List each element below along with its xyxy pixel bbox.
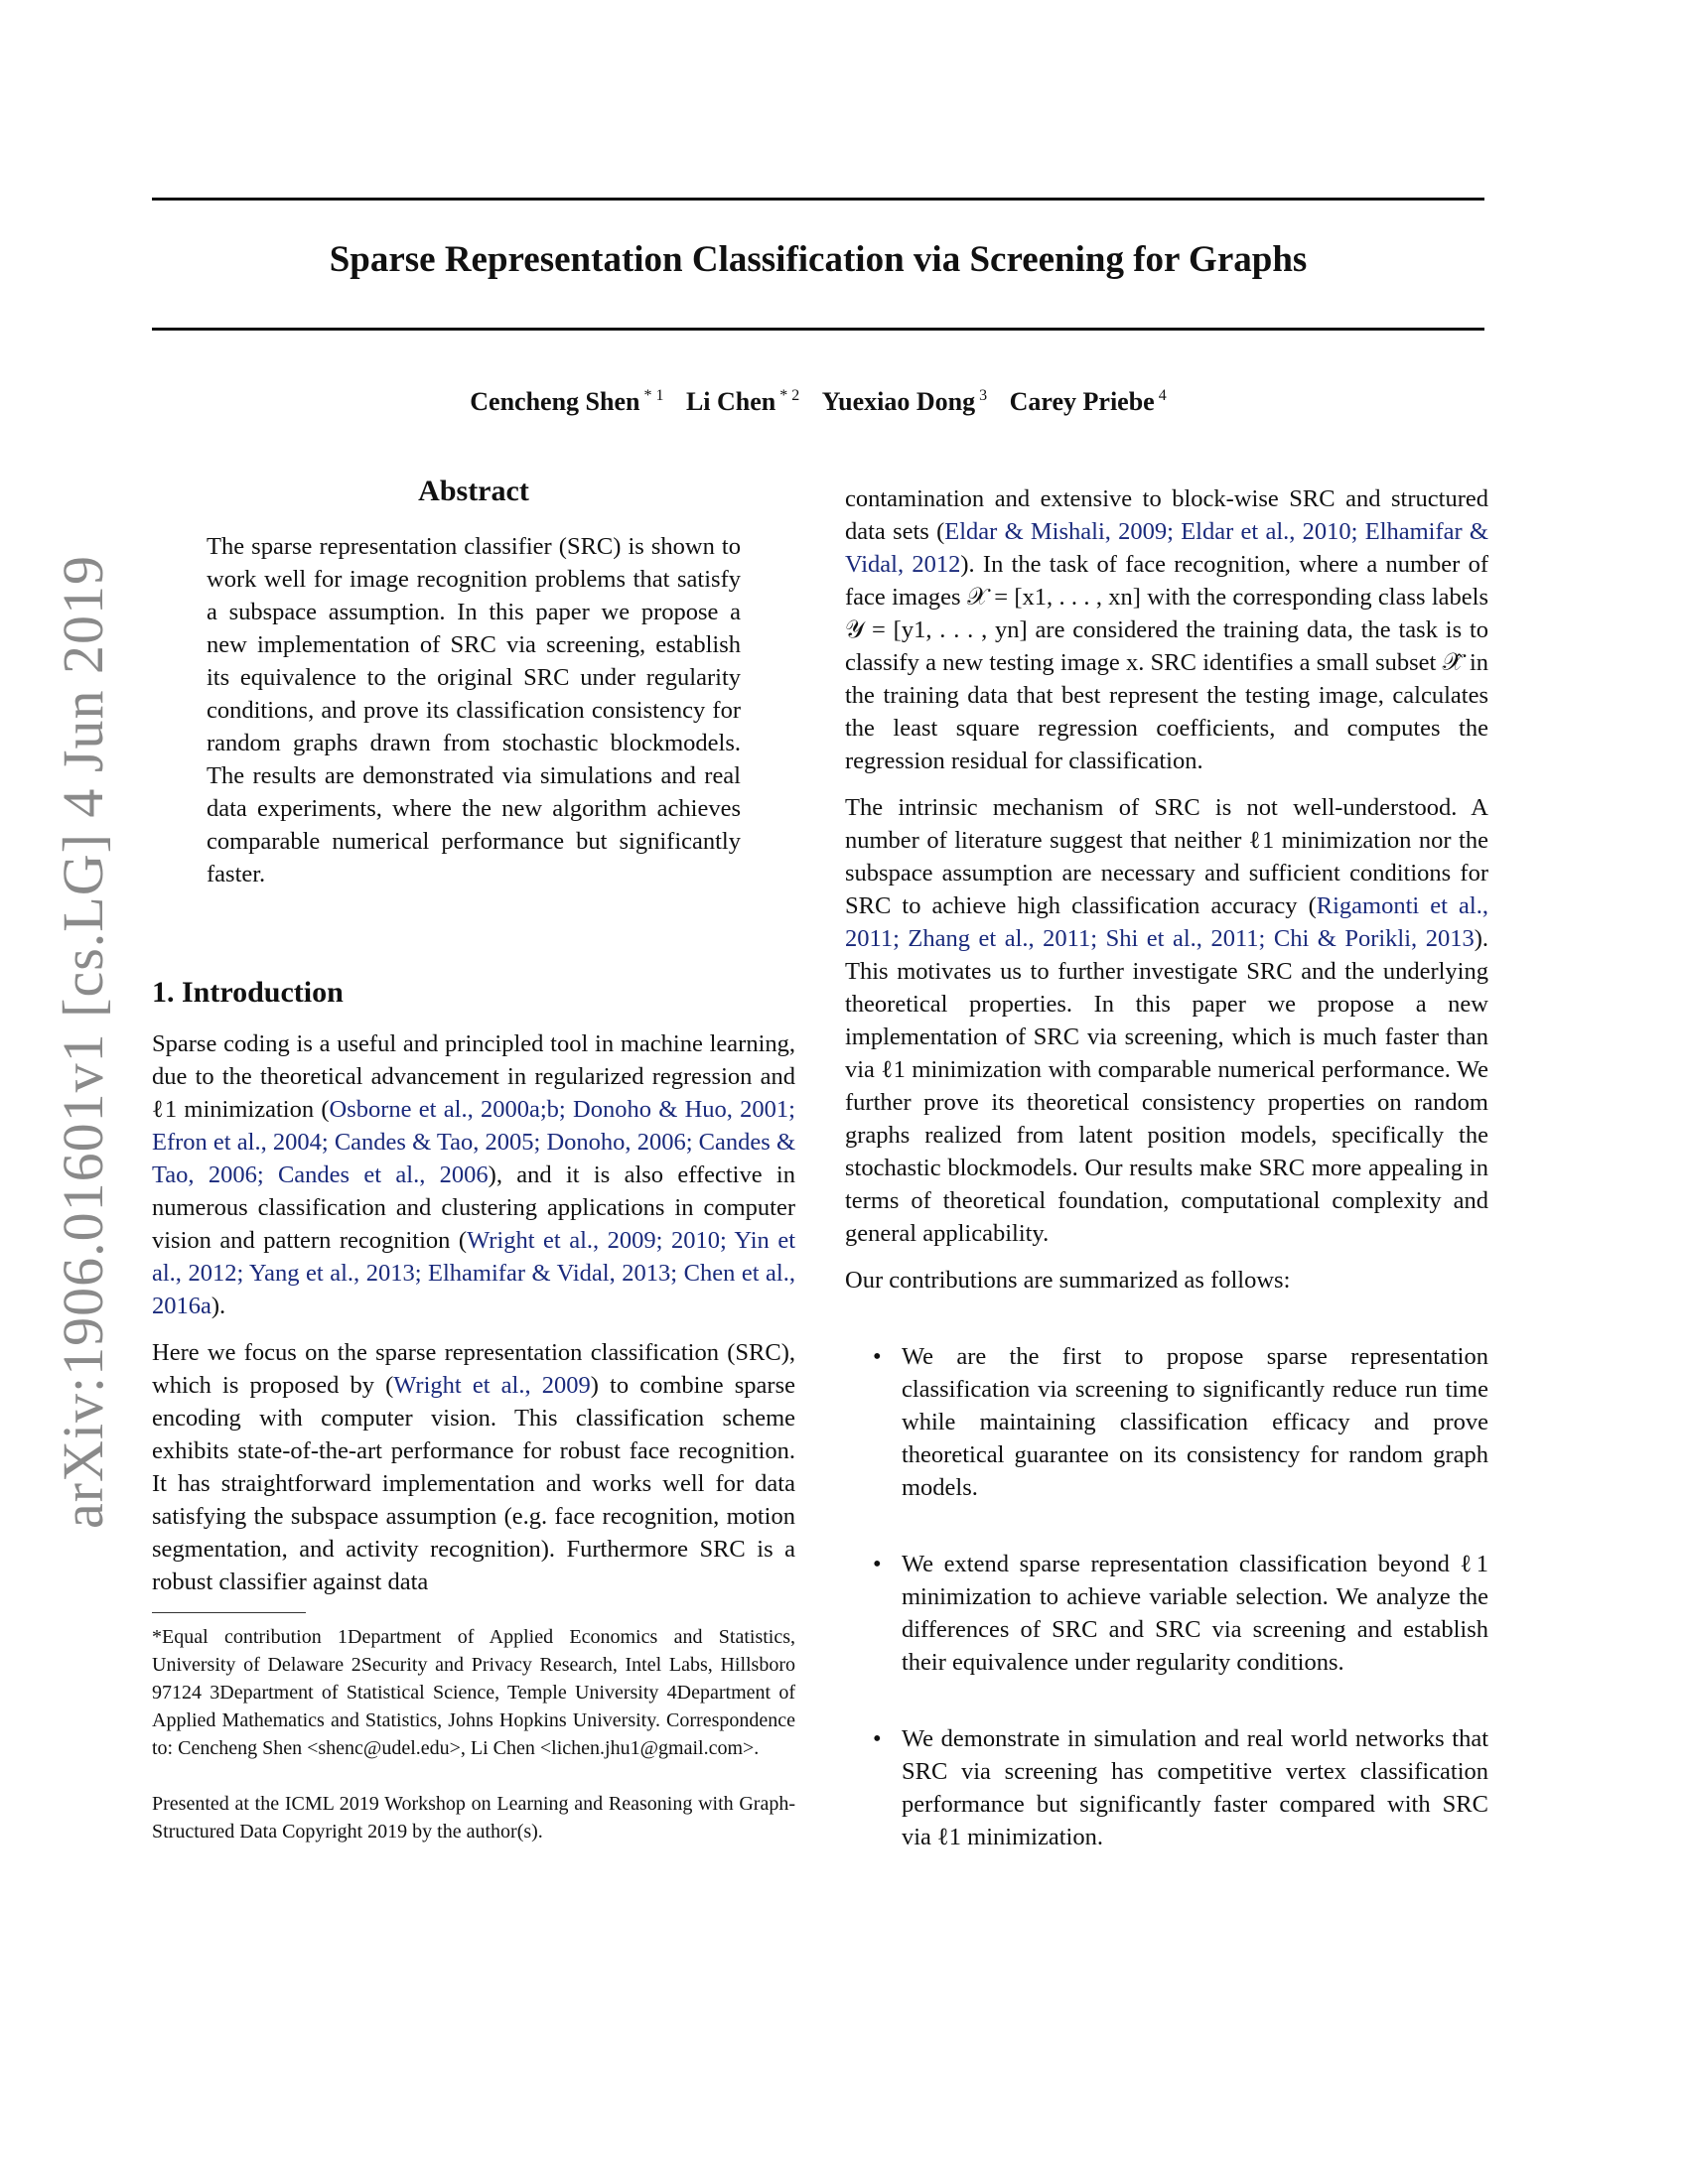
author-name: Carey Priebe <box>1009 387 1155 416</box>
author-name: Li Chen <box>685 387 776 416</box>
citation-link[interactable]: Eldar & Mishali, 2009; Eldar et al., 2010; Elhamifar & Vidal, 2012 <box>845 518 1488 578</box>
bullet-icon: • <box>873 1725 882 1752</box>
intro-paragraph-1 <box>152 1027 795 1322</box>
paragraph-text: The intrinsic mechanism of SRC is not well-understood. A number of literature suggest that neither ℓ1 minimization nor the subspace assumption are necessary and sufficient conditions for SRC to achieve high classification accuracy ( <box>845 794 1488 919</box>
intro-paragraph-2 <box>152 1336 795 1598</box>
author <box>470 387 663 416</box>
citation-link[interactable]: Wright et al., 2009; 2010; Yin et al., 2012; Yang et al., 2013; Elhamifar & Vidal, 2013; Chen et al., 2016a <box>152 1227 795 1319</box>
arxiv-stamp: arXiv:1906.01601v1 [cs.LG] 4 Jun 2019 <box>51 554 115 1529</box>
citation-link[interactable]: Rigamonti et al., 2011; Zhang et al., 2011; Shi et al., 2011; Chi & Porikli, 2013 <box>845 892 1488 952</box>
abstract-text: The sparse representation classifier (SRC) is shown to work well for image recognition problems that satisfy a subspace assumption. In this paper we propose a new implementation of SRC via screening, establish its equivalence to the original SRC under regularity conditions, and prove its classification consistency for random graphs drawn from stochastic blockmodels. The results are demonstrated via simulations and real data experiments, where the new algorithm achieves comparable numerical performance but significantly faster. <box>207 533 741 887</box>
paragraph-text: Sparse coding is a useful and principled tool in machine learning, due to the theoretical advancement in regularized regression and ℓ1 minimization ( <box>152 1030 795 1123</box>
paragraph-text: ) to combine sparse encoding with computer vision. This classification scheme exhibits state-of-the-art performance for robust face recognition. It has straightforward implementation and works well for data satisfying the subspace assumption (e.g. face recognition, motion segmentation, and activity recognition). Furthermore SRC is a robust classifier against data <box>152 1372 795 1595</box>
citation-link[interactable]: Wright et al., 2009 <box>393 1372 591 1399</box>
contributions-list <box>845 1340 1488 1853</box>
right-column <box>845 482 1488 1853</box>
author-name: Cencheng Shen <box>470 387 640 416</box>
footnote-rule <box>152 1612 306 1613</box>
title-rule-top <box>152 198 1484 201</box>
author-affiliation: 3 <box>979 387 988 404</box>
bullet-icon: • <box>873 1551 882 1577</box>
paragraph-text: ), and it is also effective in numerous classification and clustering applications in computer vision and pattern recognition ( <box>152 1161 795 1254</box>
list-item-text: We demonstrate in simulation and real world networks that SRC via screening has competitive vertex classification performance but significantly faster compared with SRC via ℓ1 minimization. <box>902 1725 1488 1850</box>
paragraph-text: contamination and extensive to block-wise SRC and structured data sets ( <box>845 485 1488 545</box>
paragraph-text: ). <box>211 1293 226 1319</box>
affiliation-footnote: *Equal contribution 1Department of Applied Economics and Statistics, University of Delaware 2Security and Privacy Research, Intel Labs, Hillsboro 97124 3Department of Statistical Science, Temple University 4Department of Applied Mathematics and Statistics, Johns Hopkins University. Correspondence to: Cencheng Shen <shenc@udel.edu>, Li Chen <lichen.jhu1@gmail.com>. <box>152 1626 795 1759</box>
right-paragraph-1 <box>845 482 1488 777</box>
list-item <box>845 1340 1488 1504</box>
author-affiliation: 4 <box>1158 387 1167 404</box>
right-paragraph-2 <box>845 791 1488 1250</box>
left-column <box>152 475 795 1845</box>
list-item-text: We extend sparse representation classification beyond ℓ1 minimization to achieve variable selection. We analyze the differences of SRC and SRC via screening and establish their equivalence under regularity conditions. <box>902 1551 1488 1676</box>
author <box>822 387 987 416</box>
presented-note: Presented at the ICML 2019 Workshop on Learning and Reasoning with Graph-Structured Data Copyright 2019 by the author(s). <box>152 1793 795 1843</box>
title-rule-bottom <box>152 328 1484 331</box>
list-item <box>845 1722 1488 1853</box>
bullet-icon: • <box>873 1343 882 1370</box>
list-item-text: We are the first to propose sparse representation classification via screening to significantly reduce run time while maintaining classification efficacy and prove theoretical guarantee on its consistency for random graph models. <box>902 1343 1488 1501</box>
author <box>1010 387 1167 416</box>
author-affiliation: * 2 <box>779 387 800 404</box>
citation-link[interactable]: Osborne et al., 2000a;b; Donoho & Huo, 2001; Efron et al., 2004; Candes & Tao, 2005; Donoho, 2006; Candes & Tao, 2006; Candes et al., 2006 <box>152 1096 795 1188</box>
author-name: Yuexiao Dong <box>821 387 976 416</box>
author-affiliation: * 1 <box>643 387 664 404</box>
author <box>686 387 799 416</box>
paragraph-text: Here we focus on the sparse representation classification (SRC), which is proposed by ( <box>152 1339 795 1399</box>
paper-title: Sparse Representation Classification via Screening for Graphs <box>329 239 1308 280</box>
abstract-heading: Abstract <box>418 475 529 507</box>
paragraph-text: ). This motivates us to further investigate SRC and the underlying theoretical properties. In this paper we propose a new implementation of SRC via screening, which is much faster than via ℓ1 minimization with comparable numerical performance. We further prove its theoretical consistency properties on random graphs realized from latent position models, specifically the stochastic blockmodels. Our results make SRC more appealing in terms of theoretical foundation, computational complexity and general applicability. <box>845 925 1488 1247</box>
section-heading-introduction: 1. Introduction <box>152 976 344 1009</box>
contributions-intro: Our contributions are summarized as follows: <box>845 1267 1291 1294</box>
list-item <box>845 1548 1488 1679</box>
paragraph-text: ). In the task of face recognition, where a number of face images 𝒳 = [x1, . . . , xn] with the corresponding class labels 𝒴 = [y1, . . . , yn] are considered the training data, the task is to classify a new testing image x. SRC identifies a small subset 𝒳̂ in the training data that best represent the testing image, calculates the least square regression coefficients, and computes the regression residual for classification. <box>845 551 1488 774</box>
author-list <box>152 387 1484 417</box>
